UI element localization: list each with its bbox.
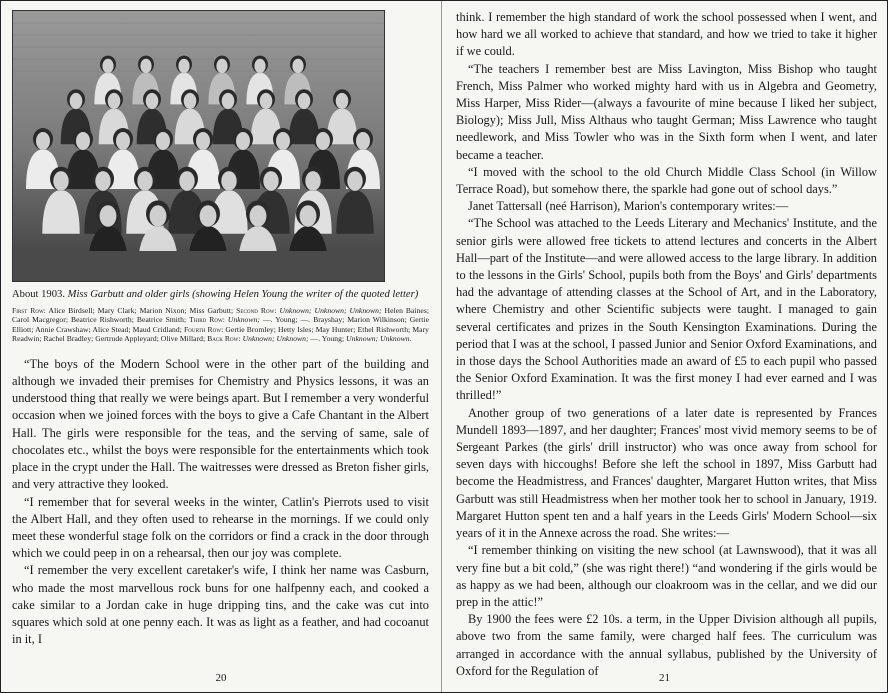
photo-figure-face [200,205,217,227]
paragraph: “I remember thinking on visiting the new school (at Lawnswood), that it was all very fine but a bit cold,” (she was right there!) “and wondering if the girls would be as happy as we had been, although our cloakroom was in the cellar, and we did our prep in the attic!” [456,543,877,609]
photo-figure-face [216,59,227,73]
paragraph: think. I remember the high standard of work the school possessed when I went, and how hard we all worked to achieve that standard, and how we tried to take it higher if we could. [456,10,877,59]
photo-figure-face [95,171,110,191]
caption-year: About 1903. [12,289,65,300]
photo-figure-face [263,171,278,191]
first-row-label: First Row: [12,305,46,315]
paragraph: “I remember that for several weeks in the winter, Catlin's Pierrots used to visit the Albert Hall, and they often used to rehearse in the mornings. If we could only meet these wonderful stage folk on the corridors or find a crack in the door through which we could peep in on a rehearsal, then our joy was complete. [12,494,429,561]
page-number: 21 [659,672,670,684]
back-row-label: Back Row: [207,334,241,344]
photo-figure-face [298,93,311,109]
paragraph: By 1900 the fees were £2 10s. a term, in the Upper Division although all pupils, above two from the same family, were charged half fees. The curriculum was arranged in accordance with the annual syllabus, published by the University of Oxford for the Regulation of [456,612,877,678]
photo-figure-face [260,93,273,109]
caption-text: Miss Garbutt and older girls (showing Helen Young the writer of the quoted letter) [67,289,419,300]
photo-figure-face [300,205,317,227]
back-row-unknown-a: Unknown; Unknown; [242,334,309,344]
photo-names-list [12,306,429,344]
paragraph: “The boys of the Modern School were in the other part of the building and although we invaded their premises for Chemistry and Physics lessons, it was an understood thing that really we were beings apart. But I remember a very wonderful occasion when we joined forces with the boys to give a Cafe Chantant in the Albert Hall. The girls were responsible for the teas, and the serving of same, sale of chocolates etc., whilst the boys were responsible for the entertainments which took place in the crypt under the Hall. The waitresses were dressed as Breton fisher girls, and very attractive they looked. [12,356,430,492]
paragraph: “The School was attached to the Leeds Literary and Mechanics' Institute, and the senior girls were allowed free tickets to attend lectures and concerts in the Albert Hall—part of the Institute—and were allowed access to the large library. In addition to the lessons in the Girls' School, pupils both from the Boys' and Girls' departments had the advantage of attending classes at the School of Art, and in the Laboratory, where Chemistry and other Scientific subjects were taught. I managed to gain several certificates and prizes in the South Kensington Examinations. During the period that I was at the school, I passed Junior and Senior Oxford Examinations, and in those days the School Authorities made an award of £5 to each pupil who passed the Senior Oxford Examination. It was the first money I had ever earned and I was thrilled!” [456,216,877,403]
group-photograph [12,10,385,282]
photo-figure-face [140,59,151,73]
photo-figure-face [116,132,130,150]
paragraph: “I remember the very excellent caretaker's wife, I think her name was Casburn, who made the most marvellous rock buns for one halfpenny each, and cooked a cake similar to a Jordan cake in huge dripping tins, and the cake was cut into squares which sold at one penny each. It was as light as a feather, and had cocoanut in it, I [12,563,429,647]
photo-figure-face [137,171,152,191]
photo-figure-face [236,132,250,150]
paragraph: “I moved with the school to the old Church Middle Class School (in Willow Terrace Road), but somehow there, the sparkle had gone out of school days.” [456,164,877,197]
back-row-names: —. Young; [310,334,345,344]
photo-figure-face [36,132,50,150]
photo-figure-face [146,93,159,109]
photo-figure-face [100,205,117,227]
photo-caption [12,289,429,301]
photo-figure-face [184,93,197,109]
photo-figure-face [76,132,90,150]
photo-figure-face [221,171,236,191]
first-row-names: Alice Birdsell; Mary Clark; Marion Nixon; Miss Garbutt; [48,305,234,315]
right-page-text [456,9,877,680]
photo-figure-face [196,132,210,150]
photo-figure-face [276,132,290,150]
third-row-names: —. Young; —. Brayshay; Marion Wilkinson; Gertie Elliott; Annie Crawshaw; Alice Stead; Maud Cridland; [12,315,430,334]
photo-figure-face [53,171,68,191]
second-row-unknown: Unknown; Unknown; Unknown; [279,305,382,315]
photo-figure-face [305,171,320,191]
photo-figure-face [356,132,370,150]
paragraph: Janet Tattersall (neé Harrison), Marion's contemporary writes:— [468,199,789,214]
fourth-row-names: Gertie Bromley; Hetty Isles; May Hunter; Ethel Rishworth; Mary Readwin; Rachel Bradley; Gertrude Appleyard; Olive Millard; [12,324,429,344]
photo-figure-face [336,93,349,109]
photo-figure-face [222,93,235,109]
back-row-unknown-b: Unknown; Unknown. [346,334,412,344]
photo-figure-face [250,205,267,227]
photo-figure-face [179,171,194,191]
photo-figure-face [178,59,189,73]
photo-figure-face [316,132,330,150]
right-page [442,1,887,692]
photo-figure-face [108,93,121,109]
second-row-label: Second Row: [236,305,277,315]
fourth-row-label: Fourth Row: [183,324,224,334]
left-page [1,1,442,692]
photo-figure-face [254,59,265,73]
photograph-image [13,11,384,281]
third-row-label: Third Row: [189,315,225,325]
second-row-names: Helen Baines; Carol Macgregor; Beatrice Rishworth; Beatrice Smith; [12,305,430,325]
photo-figure-face [156,132,170,150]
photo-figure-face [70,93,83,109]
photo-figure-face [150,205,167,227]
photo-figure-face [347,171,362,191]
paragraph: Another group of two generations of a later date is represented by Frances Mundell 1893—1897, and her daughter; Frances' most vivid memory seems to be of Sergeant Parkes (the girls' drill instructor) who was once away from school for seven days with hiccoughs! Before she left the school in 1897, Miss Garbutt had become the Headmistress, and Frances' daughter, Margaret Hutton writes, that Miss Garbutt was still Headmistress when her mother took her to school in January, 1919. Margaret Hutton spent ten and a half years in the Leeds Girls' Modern School—six years of it in the Annexe across the road. She writes:— [456,405,877,541]
paragraph: “The teachers I remember best are Miss Lavington, Miss Bishop who taught French, Miss Palmer who worked mighty hard with us in Algebra and Geometry, Miss Harper, Miss Rider—(always a favourite of mine because I liked her subject, Biology); Miss Jull, Miss Althaus who taught German; Miss Lawrence who taught needlework, and Miss Towler who was in the Sixth form when I went, and later became a teacher. [456,61,877,162]
third-row-unknown: Unknown; [227,315,260,325]
photo-figure-face [292,59,303,73]
left-page-text [12,356,429,648]
page-number: 20 [215,672,227,684]
photo-figure-face [102,59,113,73]
